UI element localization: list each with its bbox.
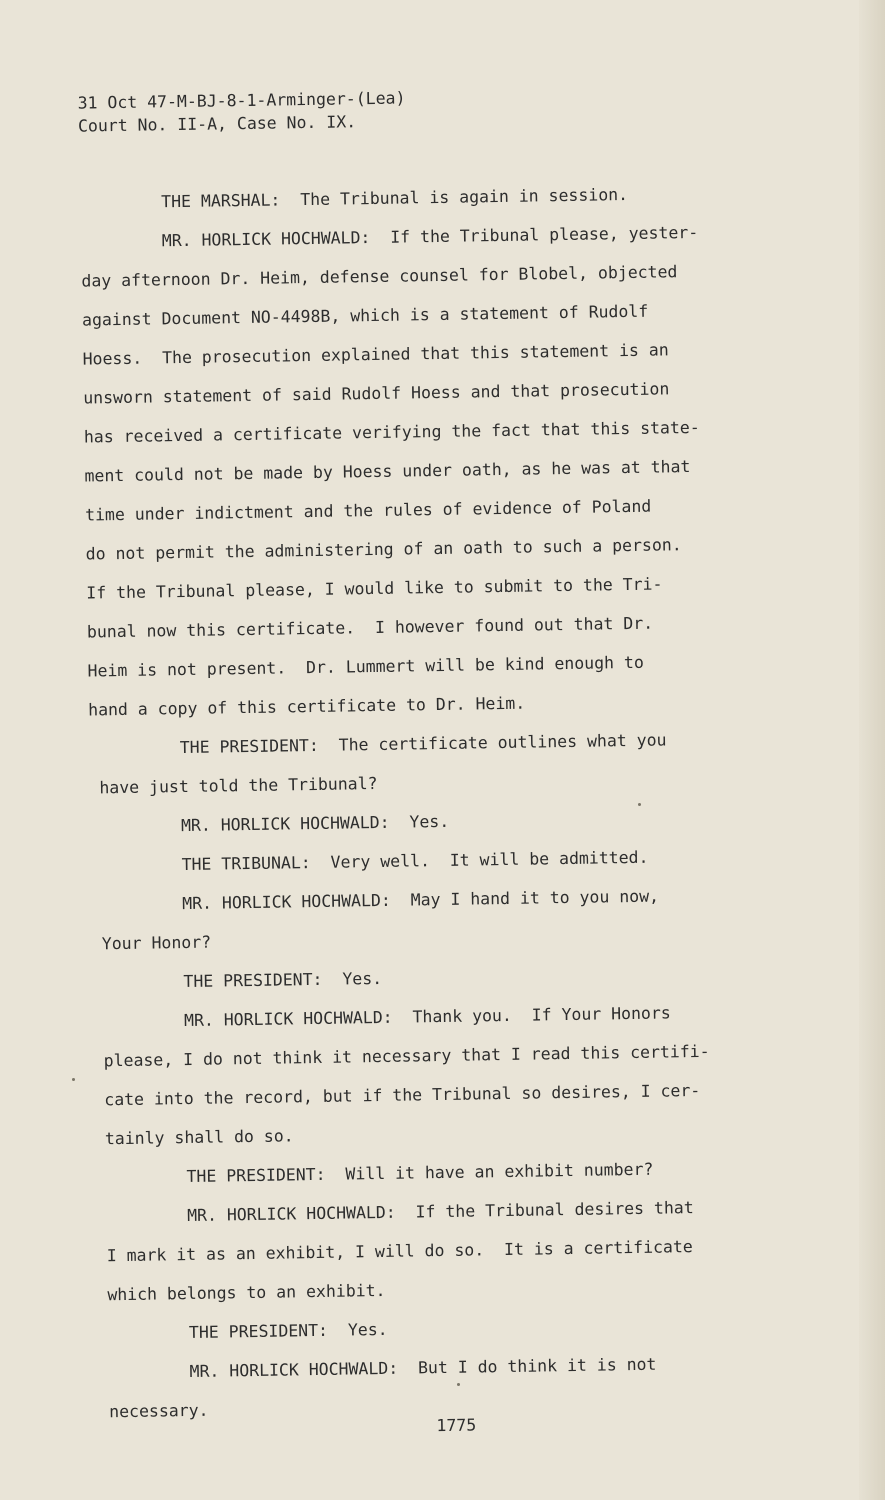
header-line-1: 31 Oct 47-M-BJ-8-1-Arminger-(Lea) [77, 88, 406, 113]
paper-speck [72, 1078, 75, 1081]
transcript-line: Heim is not present. Dr. Lummert will be kind enough to [87, 652, 644, 681]
transcript-line: has received a certificate verifying the fact that this state- [83, 417, 700, 447]
transcript-line: tainly shall do so. [104, 1126, 294, 1149]
transcript-line: do not permit the administering of an oath to such a person. [85, 535, 682, 564]
transcript-line: MR. HORLICK HOCHWALD: If the Tribunal desires that [186, 1198, 694, 1226]
transcript-line: Hoess. The prosecution explained that this statement is an [82, 340, 669, 369]
transcript-line: cate into the record, but if the Tribunal so desires, I cer- [104, 1080, 701, 1110]
transcript-line: THE PRESIDENT: Will it have an exhibit number? [186, 1159, 654, 1187]
transcript-line: THE PRESIDENT: Yes. [183, 968, 383, 992]
transcript-line: day afternoon Dr. Heim, defense counsel for Blobel, objected [81, 262, 678, 291]
transcript-line: MR. HORLICK HOCHWALD: Yes. [180, 811, 450, 836]
transcript-line: THE PRESIDENT: The certificate outlines what you [179, 730, 667, 758]
transcript-line: MR. HORLICK HOCHWALD: But I do think it is not [189, 1354, 657, 1382]
transcript-line: please, I do not think it necessary that I read this certifi- [103, 1041, 710, 1071]
transcript-line: Your Honor? [101, 932, 212, 954]
transcript-line: If the Tribunal please, I would like to submit to the Tri- [86, 574, 663, 603]
transcript-line: I mark it as an exhibit, I will do so. It is a certificate [106, 1237, 693, 1266]
paper-speck [457, 1383, 460, 1386]
transcript-line: MR. HORLICK HOCHWALD: If the Tribunal please, yester- [161, 222, 699, 251]
header-line-2: Court No. II-A, Case No. IX. [77, 112, 357, 136]
transcript-line: hand a copy of this certificate to Dr. Heim. [88, 693, 526, 720]
transcript-line: MR. HORLICK HOCHWALD: Thank you. If Your Honors [183, 1003, 671, 1031]
transcript-line: against Document NO-4498B, which is a statement of Rudolf [81, 301, 649, 330]
transcript-line: THE PRESIDENT: Yes. [188, 1319, 388, 1343]
transcript-line: ment could not be made by Hoess under oath, as he was at that [84, 457, 691, 486]
transcript-line: bunal now this certificate. I however found out that Dr. [86, 613, 654, 642]
transcript-line: have just told the Tribunal? [99, 773, 378, 798]
transcript-line: unsworn statement of said Rudolf Hoess and that prosecution [83, 379, 670, 408]
page-number: 1775 [436, 1415, 477, 1436]
transcript-line: necessary. [109, 1400, 209, 1422]
transcript-line: THE TRIBUNAL: Very well. It will be admitted. [181, 847, 649, 875]
transcript-line: MR. HORLICK HOCHWALD: May I hand it to you now, [182, 886, 660, 914]
transcript-line: which belongs to an exhibit. [107, 1280, 386, 1305]
paper-speck [638, 803, 641, 806]
transcript-line: time under indictment and the rules of evidence of Poland [84, 496, 652, 525]
transcript-line: THE MARSHAL: The Tribunal is again in session. [161, 184, 629, 212]
